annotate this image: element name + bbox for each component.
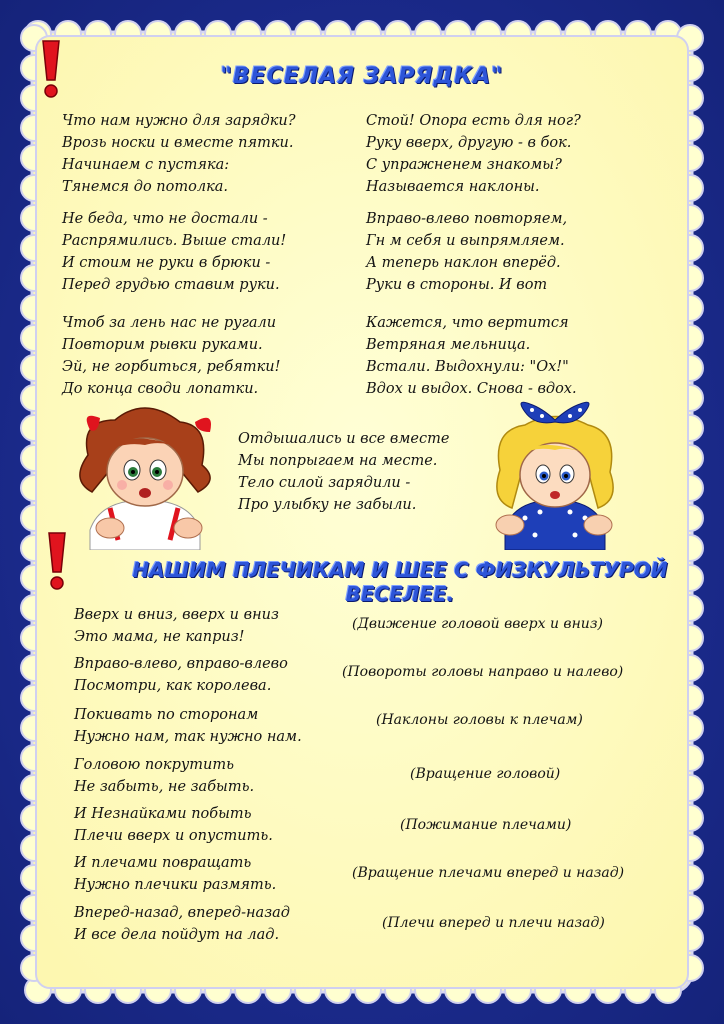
section-subtitle: НАШИМ ПЛЕЧИКАМ И ШЕЕ С ФИЗКУЛЬТУРОЙ ВЕСЕЛЕЕ. xyxy=(132,558,668,606)
exclamation-icon xyxy=(44,530,70,592)
exercise-note: (Повороты головы направо и налево) xyxy=(342,664,624,680)
exercise-lines: И плечами повращать Нужно плечики размять. xyxy=(74,855,277,893)
poster-title: "ВЕСЕЛАЯ ЗАРЯДКА" xyxy=(220,64,504,89)
poem-left-stanza-3: Чтоб за лень нас не ругали Повторим рывки руками. Эй, не горбиться, ребятки! До конца своди лопатки. xyxy=(62,315,281,397)
exercise-note: (Наклоны головы к плечам) xyxy=(376,712,583,728)
exercise-note: (Пожимание плечами) xyxy=(400,817,572,833)
exercise-lines: Вправо-влево, вправо-влево Посмотри, как королева. xyxy=(74,656,288,694)
poem-left-stanza-1: Что нам нужно для зарядки? Врозь носки и вместе пятки. Начинаем с пустяка: Тянемся до потолка. xyxy=(62,113,296,195)
exercise-note: (Вращение головой) xyxy=(410,766,561,782)
exercise-lines: Вверх и вниз, вверх и вниз Это мама, не каприз! xyxy=(74,607,279,645)
exercise-note: (Вращение плечами вперед и назад) xyxy=(352,865,625,881)
poem-center-stanza: Отдышались и все вместе Мы попрыгаем на месте. Тело силой зарядили - Про улыбку не забыли. xyxy=(238,431,450,513)
exercise-lines: Покивать по сторонам Нужно нам, так нужно нам. xyxy=(74,707,302,745)
girl-redhead-illustration xyxy=(70,400,220,550)
exercise-lines: И Незнайками побыть Плечи вверх и опустить. xyxy=(74,806,273,844)
poem-right-stanza-2: Вправо-влево повторяем, Гн м себя и выпрямляем. А теперь наклон вперёд. Руки в стороны. И вот xyxy=(366,211,568,293)
poem-right-stanza-1: Стой! Опора есть для ног? Руку вверх, другую - в бок. С упражненем знакомы? Называется наклоны. xyxy=(366,113,581,195)
poem-left-stanza-2: Не беда, что не достали - Распрямились. Выше стали! И стоим не руки в брюки - Перед грудью ставим руки. xyxy=(62,211,287,293)
exercise-note: (Движение головой вверх и вниз) xyxy=(352,616,603,632)
poem-right-stanza-3: Кажется, что вертится Ветряная мельница. Встали. Выдохнули: "Ох!" Вдох и выдох. Снова - вдох. xyxy=(366,315,577,397)
girl-blonde-illustration xyxy=(480,400,630,550)
exercise-note: (Плечи вперед и плечи назад) xyxy=(382,915,605,931)
exercise-lines: Вперед-назад, вперед-назад И все дела пойдут на лад. xyxy=(74,905,290,943)
exercise-lines: Головою покрутить Не забыть, не забыть. xyxy=(74,757,255,795)
